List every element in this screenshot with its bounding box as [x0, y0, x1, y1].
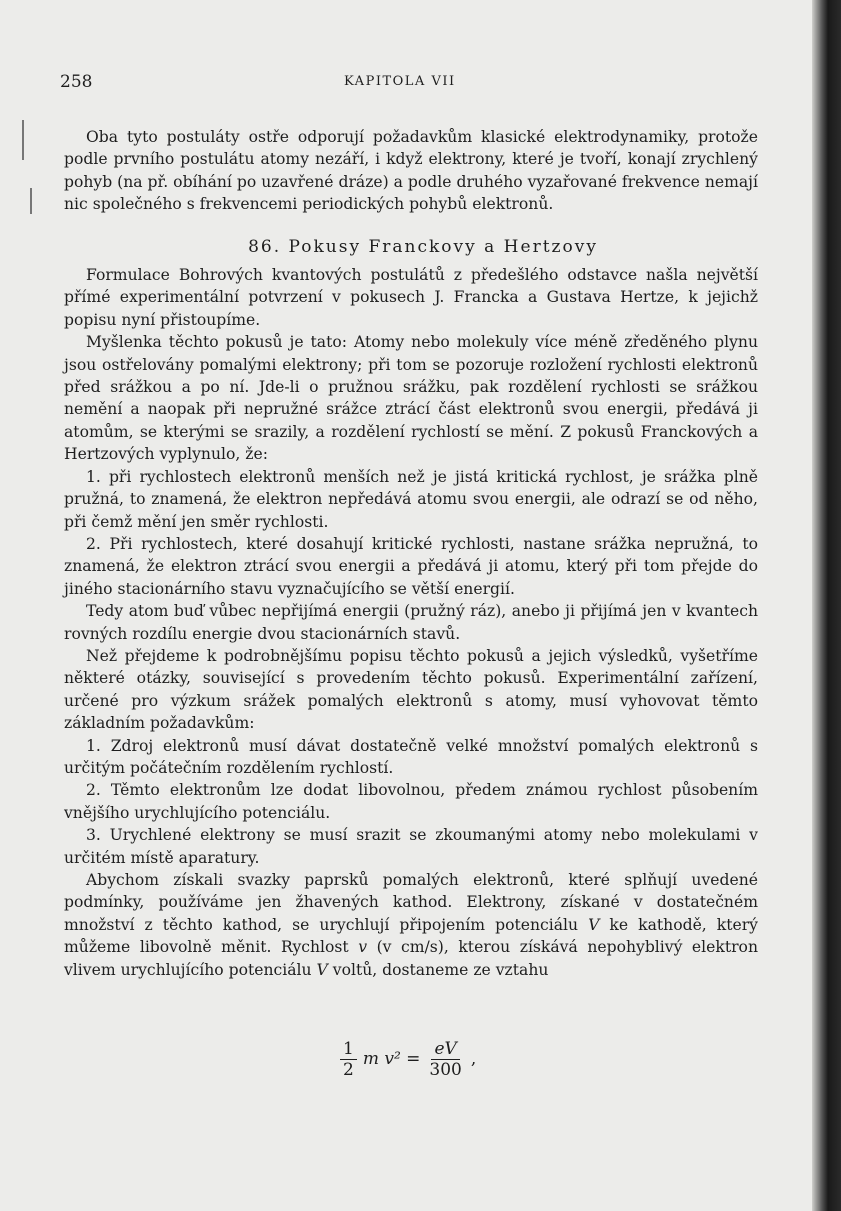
paragraph: Oba tyto postuláty ostře odporují požadavkům klasické elektrodynamiky, protože podle prvního postulátu atomy nezáří, i když elektrony, které je tvoří, konají zrychlený pohyb (na př. obíhání po uzavřené dráze) a podle druhého vyzařované frekvence nemají nic společného s frekvencemi periodických pohybů elektronů.: [64, 128, 758, 214]
fraction-numerator: eV: [431, 1039, 459, 1060]
text-run: ke kathodě, který můžeme libovolně měnit. Rychlost: [64, 915, 758, 957]
equation-middle: m v² =: [362, 1049, 421, 1069]
equation-comma: ,: [470, 1049, 477, 1069]
section-heading: 86. Pokusy Franckovy a Hertzovy: [248, 236, 598, 257]
fraction-ev: [426, 1039, 464, 1080]
paragraph: Myšlenka těchto pokusů je tato: Atomy nebo molekuly více méně zředěného plynu jsou ostřelovány pomalými elektrony; při tom se pozoruje rozložení rychlosti elektronů před srážkou a po ní. Jde-li o pružnou srážku, pak rozdělení rychlosti se srážkou nemění a naopak při nepružné srážce ztrácí část elektronů svou energii, předává ji atomům, se kterými se srazily, a rozdělení rychlostí se mění. Z pokusů Franckových a Hertzových vyplynulo, že:: [64, 333, 758, 464]
paragraph: [64, 869, 758, 981]
list-item: 3. Urychlené elektrony se musí srazit se zkoumanými atomy nebo molekulami v určitém místě aparatury.: [64, 826, 758, 867]
margin-mark: [30, 188, 32, 214]
list-item: 2. Těmto elektronům lze dodat libovolnou, předem známou rychlost působením vnějšího urychlujícího potenciálu.: [64, 781, 758, 822]
fraction-half: [340, 1039, 357, 1080]
fraction-denominator: 2: [343, 1059, 354, 1080]
text-run: Abychom získali svazky paprsků pomalých elektronů, které splňují uvedené podmínky, používáme jen žhavených kathod. Elektrony, získané v dostatečném množství z těchto kathod, se urychlují připojením potenciálu: [64, 871, 758, 934]
page-header: [60, 72, 760, 96]
body-text: [64, 126, 758, 981]
margin-mark: [22, 120, 24, 160]
symbol-v: v: [358, 938, 368, 957]
list-item: 1. při rychlostech elektronů menších než je jistá kritická rychlost, je srážka plně pružná, to znamená, že elektron nepředává atomu svou energii, ale odrazí se od něho, při čemž mění jen směr rychlosti.: [64, 467, 758, 531]
text-run: (v cm/s), kterou získává nepohyblivý elektron vlivem urychlujícího potenciálu: [64, 938, 758, 979]
paragraph: Formulace Bohrových kvantových postulátů z předešlého odstavce našla největší přímé experimentální potvrzení v pokusech J. Francka a Gustava Hertze, k jejichž popisu nyní přistoupíme.: [64, 266, 758, 329]
book-spine: [812, 0, 841, 1211]
paragraph: Než přejdeme k podrobnějšímu popisu těchto pokusů a jejich výsledků, vyšetříme některé otázky, související s provedením těchto pokusů. Experimentální zařízení, určené pro výzkum srážek pomalých elektronů s atomy, musí vyhovovat těmto základním požadavkům:: [64, 646, 758, 733]
symbol-V: V: [316, 960, 328, 979]
symbol-V: V: [588, 915, 600, 934]
fraction-numerator: 1: [340, 1039, 357, 1060]
fraction-denominator: 300: [429, 1059, 462, 1080]
list-item: 1. Zdroj elektronů musí dávat dostatečně velké množství pomalých elektronů s určitým počátečním rozdělením rychlostí.: [64, 736, 758, 777]
equation: [340, 1034, 476, 1084]
paragraph: Tedy atom buď vůbec nepřijímá energii (pružný ráz), anebo ji přijímá jen v kvantech rovných rozdílu energie dvou stacionárních stavů.: [64, 602, 758, 643]
chapter-title: KAPITOLA VII: [344, 74, 456, 89]
list-item: 2. Při rychlostech, které dosahují kritické rychlosti, nastane srážka nepružná, to znamená, že elektron ztrácí svou energii a předává ji atomu, který při tom přejde do jiného stacionárního stavu vyznačujícího se větší energií.: [64, 534, 758, 598]
text-run: voltů, dostaneme ze vztahu: [327, 960, 549, 979]
page-number: 258: [60, 72, 93, 92]
